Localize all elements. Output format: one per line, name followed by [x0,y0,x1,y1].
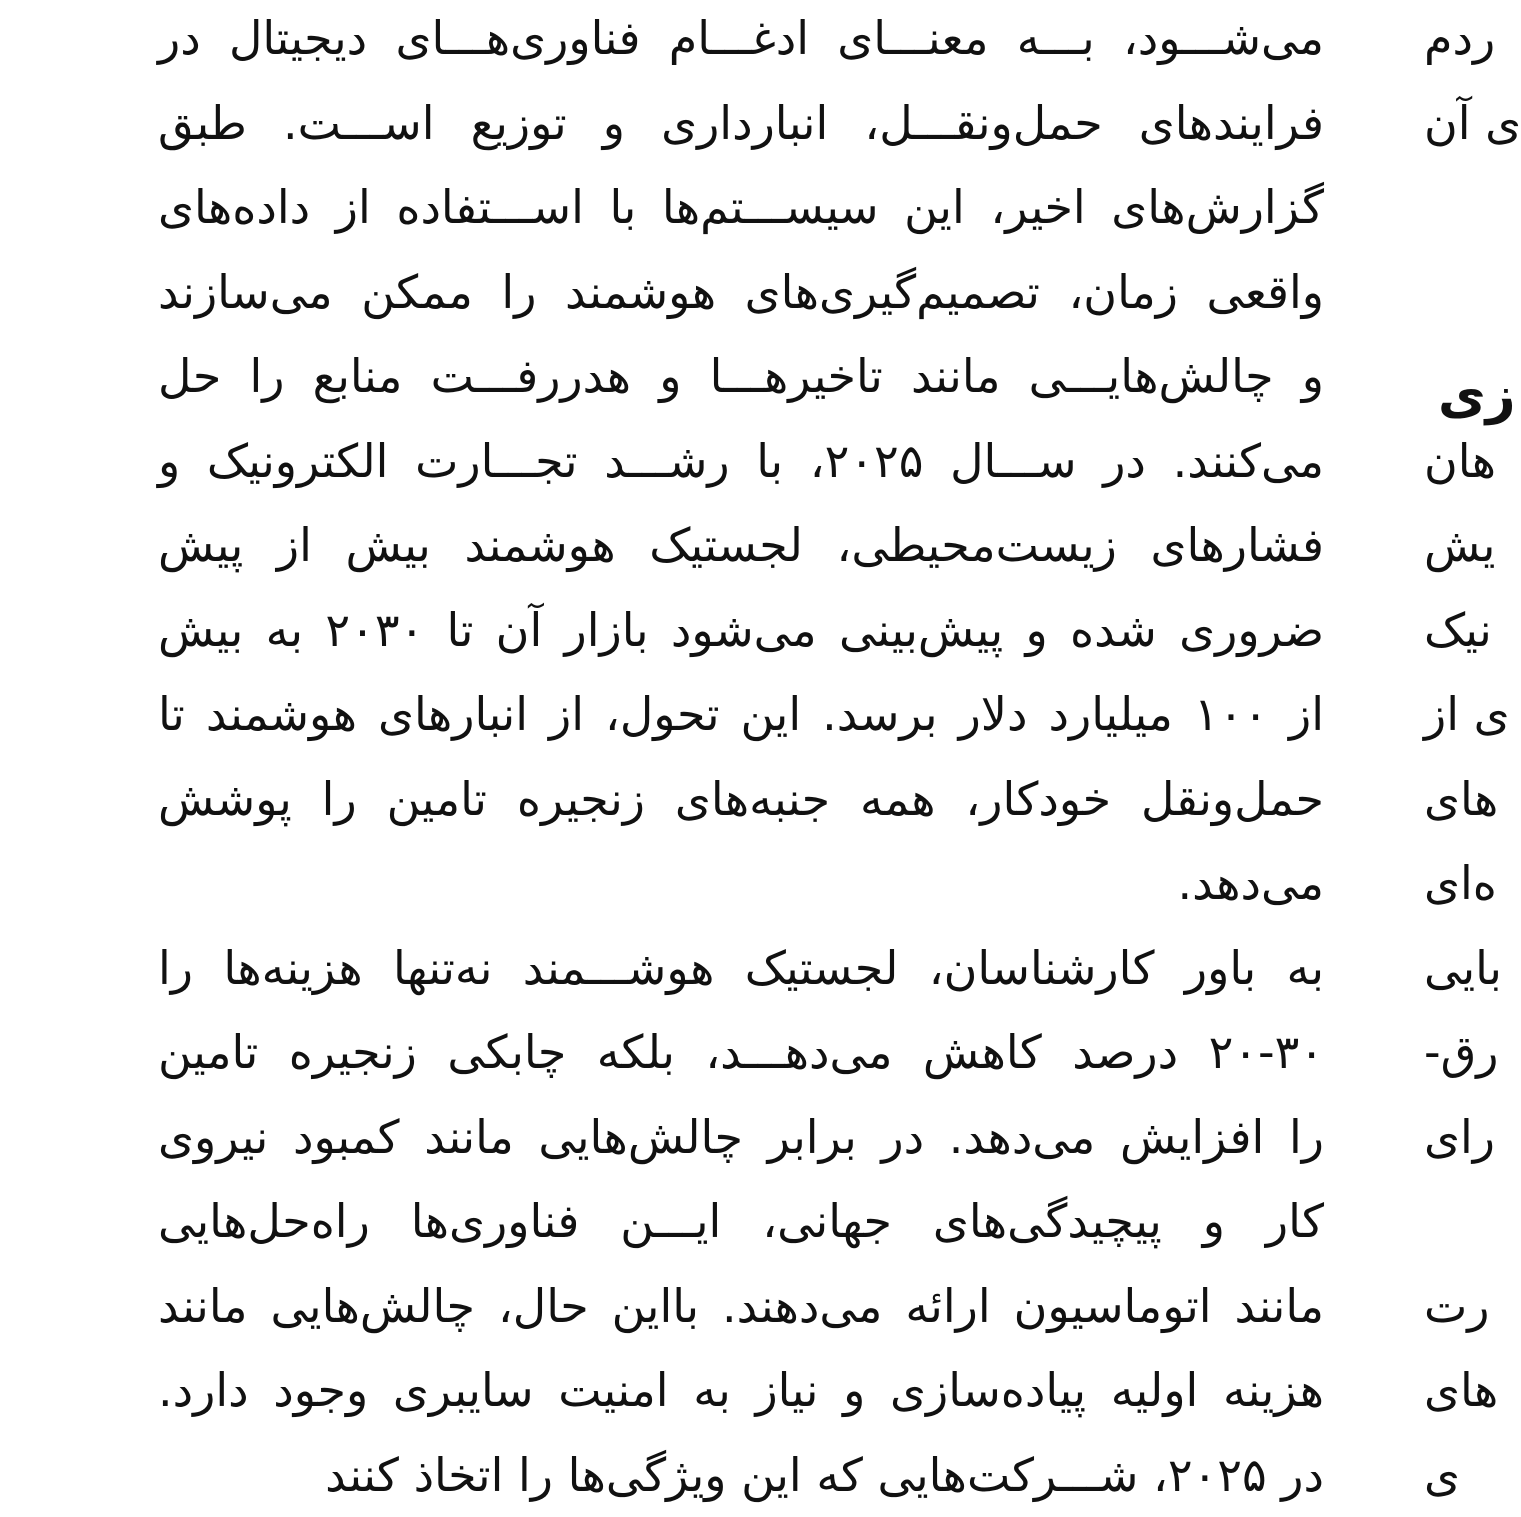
side-text-fragment: ی [1424,1433,1460,1517]
side-text-fragment: های [1424,1348,1498,1433]
text-line: به باور کارشناسان، لجستیک هوشـــمند نه‌تنها هزینه‌ها را [158,926,1324,1011]
text-line: هزینه اولیه پیاده‌سازی و نیاز به امنیت سایبری وجود دارد. [158,1348,1324,1433]
side-text-fragment: بایی [1424,926,1502,1011]
side-text-fragment: ی آن [1424,81,1521,166]
text-line: می‌شـــود، بـــه معنـــای ادغـــام فناوری‌هـــای دیجیتال در [158,0,1324,81]
side-text-fragment: هان [1424,419,1496,504]
text-line: ضروری شده و پیش‌بینی می‌شود بازار آن تا ۲۰۳۰ به بیش [158,588,1324,673]
text-line: و چالش‌هایـــی مانند تاخیرهـــا و هدررفـــت منابع را حل [158,334,1324,419]
side-text-fragment: های [1424,757,1498,842]
text-line: در ۲۰۲۵، شـــرکت‌هایی که این ویژگی‌ها را اتخاذ کنند [158,1433,1324,1517]
text-line: فرایندهای حمل‌ونقـــل، انبارداری و توزیع اســـت. طبق [158,81,1324,166]
text-line: گزارش‌های اخیر، این سیســـتم‌ها با اســـتفاده از داده‌های [158,165,1324,250]
side-text-fragment: رت [1424,1264,1490,1349]
text-line: می‌کنند. در ســـال ۲۰۲۵، با رشـــد تجـــارت الکترونیک و [158,419,1324,504]
text-line: می‌دهد. [158,841,1324,926]
text-line: فشارهای زیست‌محیطی، لجستیک هوشمند بیش از پیش [158,503,1324,588]
text-line: از ۱۰۰ میلیارد دلار برسد. این تحول، از انبارهای هوشمند تا [158,672,1324,757]
side-text-fragment: ی از [1424,672,1510,757]
text-line: مانند اتوماسیون ارائه می‌دهند. بااین حال، چالش‌هایی مانند [158,1264,1324,1349]
side-text-fragment: ردم [1424,0,1495,81]
side-text-fragment: نیک [1424,588,1492,673]
side-heading-fragment: زی [1438,354,1516,439]
text-line: کار و پیچیدگی‌های جهانی، ایـــن فناوری‌ها راه‌حل‌هایی [158,1179,1324,1264]
text-line: را افزایش می‌دهد. در برابر چالش‌هایی مانند کمبود نیروی [158,1095,1324,1180]
text-line: واقعی زمان، تصمیم‌گیری‌های هوشمند را ممکن می‌سازند [158,250,1324,335]
side-text-fragment: ه‌ای [1424,841,1497,926]
text-line: حمل‌ونقل خودکار، همه جنبه‌های زنجیره تامین را پوشش [158,757,1324,842]
text-line: ۲۰-۳۰ درصد کاهش می‌دهـــد، بلکه چابکی زنجیره تامین [158,1010,1324,1095]
side-text-column-clipped [1424,0,1500,1462]
side-text-fragment: رق- [1424,1010,1499,1095]
side-text-fragment: یش [1424,503,1495,588]
main-text-column [158,0,1324,1517]
side-text-fragment: رای [1424,1095,1495,1180]
